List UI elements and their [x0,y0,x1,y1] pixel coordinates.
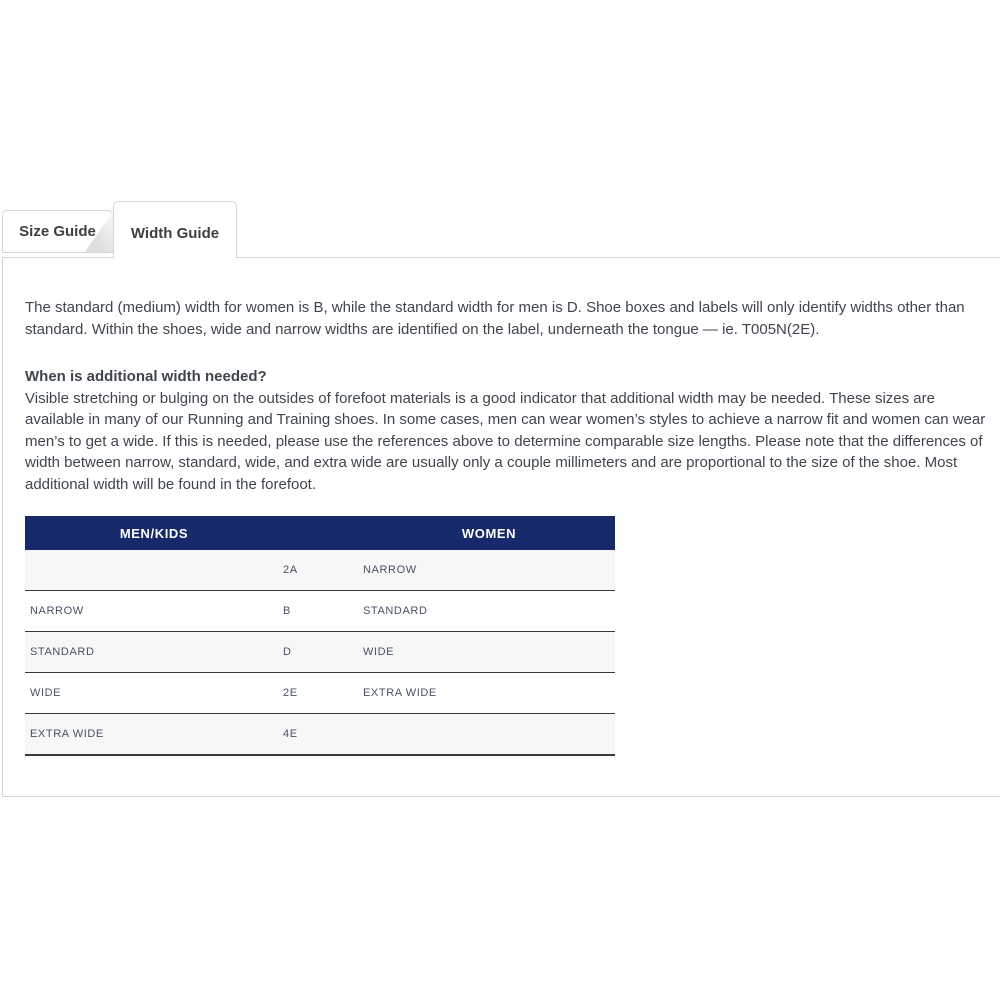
intro-paragraph: The standard (medium) width for women is B, while the standard width for men is D. Shoe boxes and labels will only identify widths other than standard. Within the shoes, wide and narrow widths are identified on the label, underneath the tongue — ie. T005N(2E). [25,299,965,338]
table-header-row [25,516,615,550]
cell-women: WIDE [363,632,615,673]
cell-men-kids [25,550,283,591]
cell-width-code: B [283,591,363,632]
table-row [25,550,615,591]
cell-men-kids: STANDARD [25,632,283,673]
width-guide-panel [2,257,1000,797]
width-table [25,516,615,756]
cell-width-code: 4E [283,714,363,756]
cell-women: EXTRA WIDE [363,673,615,714]
cell-men-kids: NARROW [25,591,283,632]
cell-width-code: 2A [283,550,363,591]
table-row [25,632,615,673]
cell-width-code: D [283,632,363,673]
cell-men-kids: EXTRA WIDE [25,714,283,756]
table-row [25,673,615,714]
header-men-kids: MEN/KIDS [25,516,283,550]
section-heading: When is additional width needed? [25,368,267,385]
header-width-code [283,516,363,550]
tab-size-guide-label: Size Guide [19,223,96,240]
cell-women: STANDARD [363,591,615,632]
additional-width-paragraph: Visible stretching or bulging on the outsides of forefoot materials is a good indicator that additional width may be needed. These sizes are available in many of our Running and Training shoes. In some cases, men can wear women’s styles to achieve a narrow fit and women can wear men’s to get a wide. If this is needed, please use the references above to determine comparable size lengths. Please note that the differences of width between narrow, standard, wide, and extra wide are usually only a couple millimeters and are proportional to the size of the shoe. Most additional width will be found in the forefoot. [25,389,986,493]
table-row [25,591,615,632]
tab-width-guide-label: Width Guide [130,224,220,242]
header-women: WOMEN [363,516,615,550]
cell-width-code: 2E [283,673,363,714]
cell-women [363,714,615,756]
table-row [25,714,615,756]
additional-width-section [25,366,990,495]
cell-women: NARROW [363,550,615,591]
tab-width-guide[interactable] [113,201,237,258]
cell-men-kids: WIDE [25,673,283,714]
